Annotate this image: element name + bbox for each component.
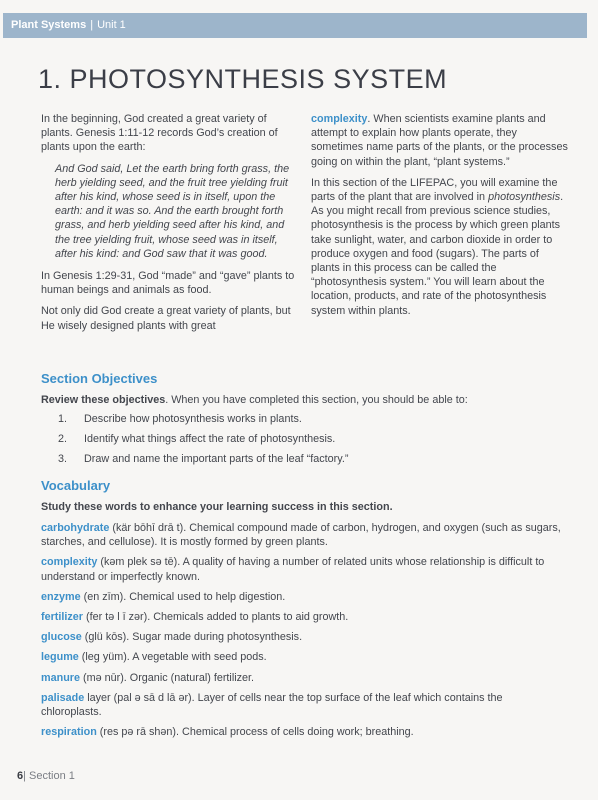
vocabulary-heading: Vocabulary bbox=[41, 478, 111, 493]
lifepac-text-a: In this section of the LIFEPAC, you will examine the parts of the plant that are involved in bbox=[311, 176, 558, 204]
vocab-term: carbohydrate bbox=[41, 522, 110, 534]
genesis-quote: And God said, Let the earth bring forth grass, the herb yielding seed, and the fruit tree yielding fruit after his kind, whose seed is in itself, upon the earth: and it was so. And the earth brought forth grass, and herb yielding seed after his kind, and the tree yielding fruit, whose seed was in itself, after his kind: and God saw that it was good. bbox=[55, 162, 290, 260]
vocab-definition: (kəm plek sə tē). A quality of having a number of related units whose relationship is difficult to understand or imperfectly known. bbox=[41, 556, 545, 583]
objective-item bbox=[58, 432, 348, 452]
vocab-entry bbox=[41, 555, 561, 583]
vocabulary-lead: Study these words to enhance your learning success in this section. bbox=[41, 501, 393, 513]
header-separator: | bbox=[90, 19, 94, 31]
footer-separator: | bbox=[23, 770, 26, 782]
lifepac-paragraph bbox=[311, 176, 569, 318]
objectives-lead-bold: Review these objectives bbox=[41, 394, 166, 406]
objective-item bbox=[58, 452, 348, 472]
vocab-definition: (res pə rā shən). Chemical process of cells doing work; breathing. bbox=[96, 726, 414, 739]
running-header bbox=[3, 13, 587, 38]
photosynthesis-term: photosynthesis bbox=[488, 191, 561, 204]
objective-number: 3. bbox=[58, 453, 68, 465]
vocab-entry bbox=[41, 691, 561, 719]
objective-text: Draw and name the important parts of the leaf “factory.” bbox=[84, 453, 349, 465]
vocab-entry bbox=[41, 590, 561, 604]
vocab-term: enzyme bbox=[41, 590, 81, 603]
header-title: Plant Systems bbox=[11, 19, 87, 31]
design-paragraph: Not only did God create a great variety of plants, but He wisely designed plants with great bbox=[41, 305, 291, 332]
vocab-definition: (en zīm). Chemical used to help digestion. bbox=[80, 590, 286, 603]
vocab-entry bbox=[41, 671, 561, 685]
right-column bbox=[311, 112, 569, 325]
objectives-lead bbox=[41, 394, 468, 406]
vocab-term: complexity bbox=[41, 556, 98, 569]
objectives-lead-text: . When you have completed this section, you should be able to: bbox=[165, 394, 468, 406]
vocab-definition: (kär bōhī drā t). Chemical compound made of carbon, hydrogen, and oxygen (such as sugars, starches, and cellulose). It is mostly formed by green plants. bbox=[41, 522, 561, 549]
vocab-entry bbox=[41, 725, 561, 739]
header-unit: Unit 1 bbox=[97, 19, 126, 31]
page-title: 1. PHOTOSYNTHESIS SYSTEM bbox=[38, 64, 448, 94]
objective-number: 1. bbox=[58, 413, 68, 425]
vocab-entry bbox=[41, 521, 561, 549]
complexity-paragraph bbox=[311, 112, 569, 169]
page-number: 6 bbox=[17, 770, 24, 782]
genesis-paragraph: In Genesis 1:29-31, God “made” and “gave” plants to human beings and animals as food. bbox=[41, 270, 295, 297]
vocab-entry bbox=[41, 650, 561, 664]
objective-item bbox=[58, 412, 348, 432]
vocab-term: legume bbox=[41, 651, 79, 664]
vocab-definition: (fer tə l ī zər). Chemicals added to plants to aid growth. bbox=[83, 611, 349, 624]
objectives-heading: Section Objectives bbox=[41, 371, 158, 386]
vocab-term: fertilizer bbox=[41, 611, 84, 624]
vocabulary-list bbox=[41, 521, 561, 745]
vocab-entry bbox=[41, 630, 561, 644]
objective-number: 2. bbox=[58, 433, 68, 445]
vocab-entry bbox=[41, 610, 561, 624]
complexity-term: complexity bbox=[311, 113, 368, 125]
intro-paragraph: In the beginning, God created a great variety of plants. Genesis 1:11-12 records God’s creation of plants upon the earth: bbox=[41, 113, 278, 154]
objectives-list bbox=[58, 412, 348, 472]
objective-text: Describe how photosynthesis works in plants. bbox=[84, 413, 302, 425]
vocab-term: palisade bbox=[41, 691, 85, 704]
vocab-term: manure bbox=[41, 671, 81, 684]
vocab-definition: (glü kōs). Sugar made during photosynthesis. bbox=[81, 631, 303, 644]
left-column bbox=[41, 112, 299, 340]
vocab-definition: layer (pal ə sā d lā ər). Layer of cells near the top surface of the leaf which contains the chloroplasts. bbox=[41, 691, 503, 719]
objective-text: Identify what things affect the rate of photosynthesis. bbox=[84, 433, 336, 445]
page-footer bbox=[17, 770, 75, 782]
vocab-term: respiration bbox=[41, 726, 97, 739]
lifepac-text-b: . As you might recall from previous science studies, photosynthesis is the process by which green plants take sunlight, water, and carbon dioxide in order to produce oxygen and food (sugars). The parts of plants in this process can be called the “photosynthesis system.” You will learn about the location, products, and rate of the photosynthesis system within plants. bbox=[311, 191, 564, 317]
footer-section: Section 1 bbox=[29, 770, 75, 782]
complexity-paragraph-text: . When scientists examine plants and attempt to explain how plants operate, they sometimes name parts of the plants, or the processes going on within the plant, “plant systems.” bbox=[311, 113, 568, 168]
vocab-term: glucose bbox=[41, 631, 82, 644]
vocab-definition: (mə nūr). Organic (natural) fertilizer. bbox=[80, 671, 255, 684]
vocab-definition: (leg yüm). A vegetable with seed pods. bbox=[78, 651, 267, 664]
